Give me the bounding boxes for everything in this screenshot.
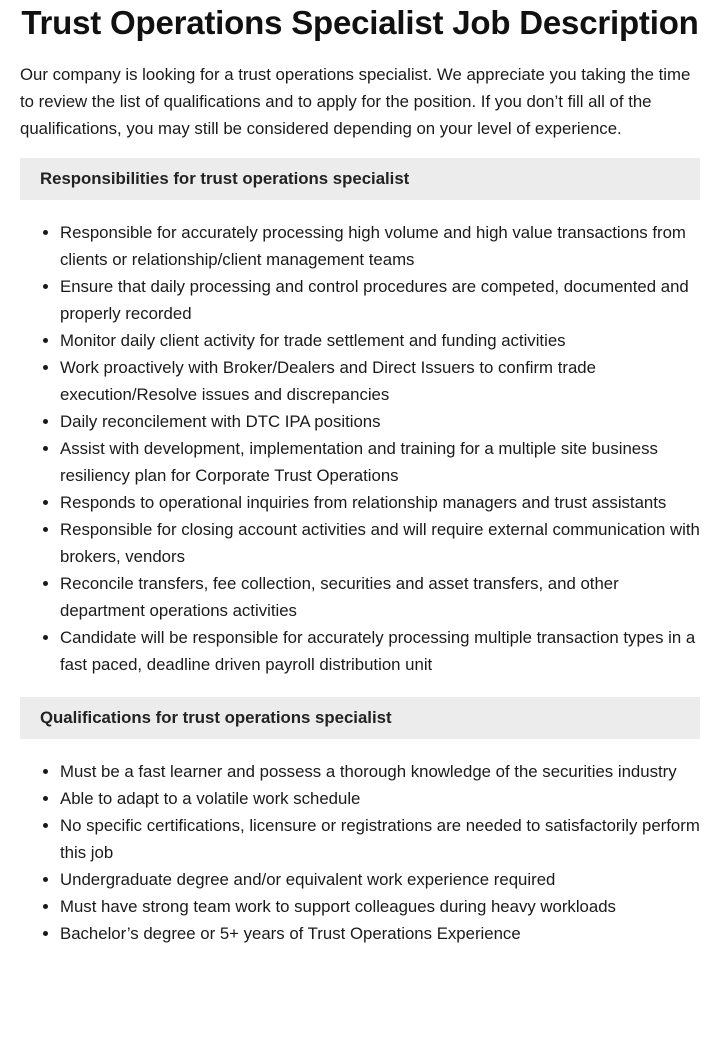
list-item: • Candidate will be responsible for accurately processing multiple transaction types in a fast paced, deadline driven payroll distribution unit <box>60 624 700 678</box>
list-item: • Responds to operational inquiries from relationship managers and trust assistants <box>60 489 700 516</box>
list-item: • Responsible for closing account activities and will require external communication with brokers, vendors <box>60 516 700 570</box>
qualifications-heading: Qualifications for trust operations specialist <box>20 697 700 739</box>
list-item: • Must be a fast learner and possess a thorough knowledge of the securities industry <box>60 758 700 785</box>
qualifications-list <box>20 758 700 947</box>
responsibilities-heading: Responsibilities for trust operations specialist <box>20 158 700 200</box>
list-item: • Daily reconcilement with DTC IPA positions <box>60 408 700 435</box>
list-item: • Bachelor’s degree or 5+ years of Trust Operations Experience <box>60 920 700 947</box>
intro-paragraph: Our company is looking for a trust operations specialist. We appreciate you taking the time to review the list of qualifications and to apply for the position. If you don’t fill all of the qualifications, you may still be considered depending on your level of experience. <box>20 65 691 138</box>
list-item: • Undergraduate degree and/or equivalent work experience required <box>60 866 700 893</box>
list-item: • Assist with development, implementation and training for a multiple site business resiliency plan for Corporate Trust Operations <box>60 435 700 489</box>
list-item: • Ensure that daily processing and control procedures are competed, documented and properly recorded <box>60 273 700 327</box>
list-item: • Work proactively with Broker/Dealers and Direct Issuers to confirm trade execution/Resolve issues and discrepancies <box>60 354 700 408</box>
list-item: • Monitor daily client activity for trade settlement and funding activities <box>60 327 700 354</box>
list-item: • No specific certifications, licensure or registrations are needed to satisfactorily perform this job <box>60 812 700 866</box>
list-item: • Reconcile transfers, fee collection, securities and asset transfers, and other department operations activities <box>60 570 700 624</box>
list-item: • Must have strong team work to support colleagues during heavy workloads <box>60 893 700 920</box>
page-title: Trust Operations Specialist Job Description <box>21 4 699 41</box>
list-item: • Able to adapt to a volatile work schedule <box>60 785 700 812</box>
list-item: • Responsible for accurately processing high volume and high value transactions from clients or relationship/client management teams <box>60 219 700 273</box>
responsibilities-list <box>20 219 700 678</box>
